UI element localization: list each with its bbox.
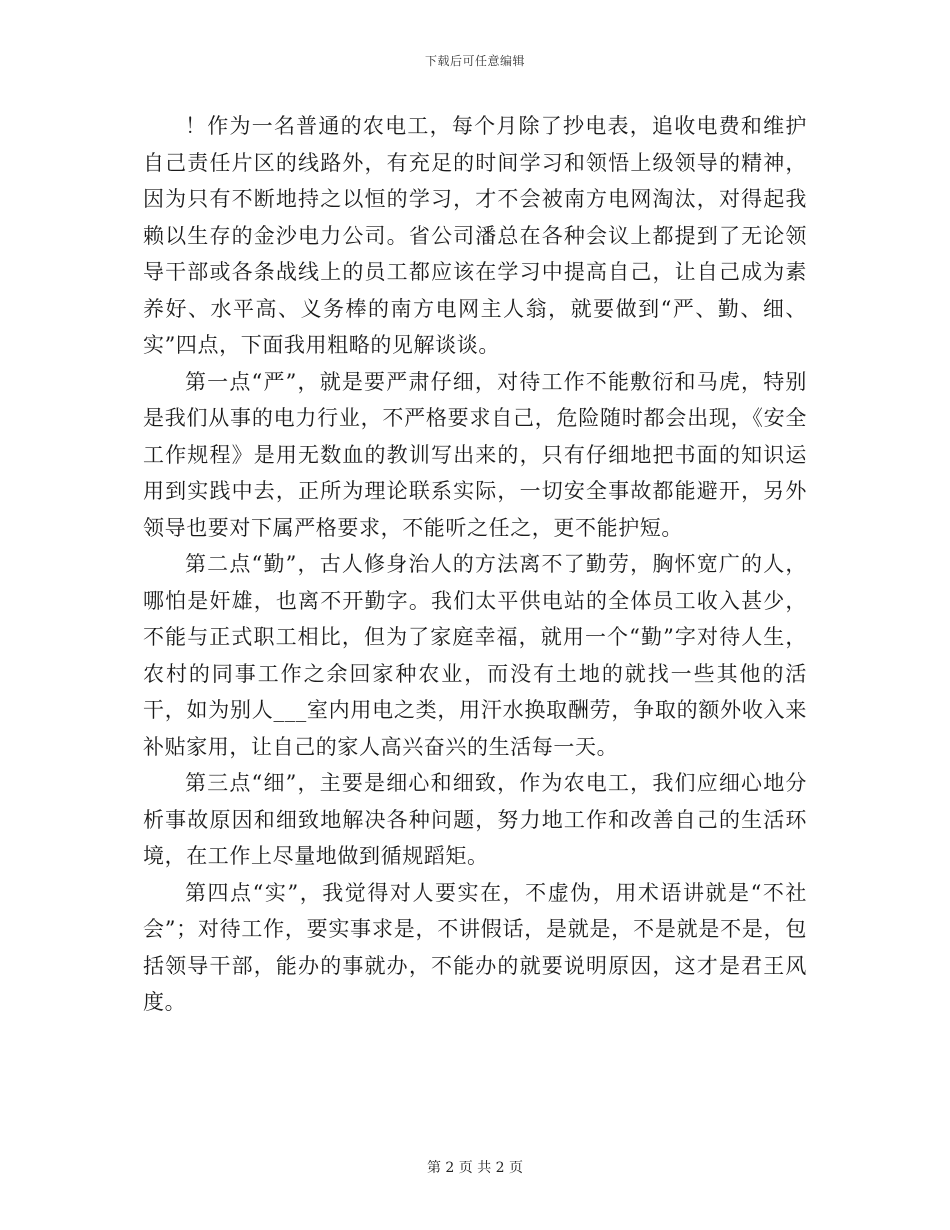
page-number-footer: 第 2 页 共 2 页 xyxy=(426,1160,524,1176)
paragraph-intro: ！作为一名普通的农电工，每个月除了抄电表，追收电费和维护自己责任片区的线路外，有充足的时间学习和领悟上级领导的精神，因为只有不断地持之以恒的学习，才不会被南方电网淘汰，对得起我赖以生存的金沙电力公司。省公司潘总在各种会议上都提到了无论领导干部或各条战线上的员工都应该在学习中提高自己，让自己成为素养好、水平高、义务棒的南方电网主人翁，就要做到“严、勤、细、实”四点，下面我用粗略的见解谈谈。 xyxy=(143,114,807,357)
document-body xyxy=(143,108,807,1021)
paragraph-point-honest: 第四点“实”，我觉得对人要实在，不虚伪，用术语讲就是“不社会”；对待工作，要实事求是，不讲假话，是就是，不是就是不是，包括领导干部，能办的事就办，不能办的就要说明原因，这才是君王风度。 xyxy=(143,880,807,1014)
paragraph-point-careful: 第三点“细”，主要是细心和细致，作为农电工，我们应细心地分析事故原因和细致地解决各种问题，努力地工作和改善自己的生活环境，在工作上尽量地做到循规蹈矩。 xyxy=(143,771,807,868)
paragraph-point-strict: 第一点“严”，就是要严肃仔细，对待工作不能敷衍和马虎，特别是我们从事的电力行业，不严格要求自己，危险随时都会出现，《安全工作规程》是用无数血的教训写出来的，只有仔细地把书面的知识运用到实践中去，正所为理论联系实际，一切安全事故都能避开，另外领导也要对下属严格要求，不能听之任之，更不能护短。 xyxy=(143,369,807,540)
paragraph-point-diligent: 第二点“勤”，古人修身治人的方法离不了勤劳，胸怀宽广的人，哪怕是奸雄，也离不开勤字。我们太平供电站的全体员工收入甚少，不能与正式职工相比，但为了家庭幸福，就用一个“勤”字对待人生，农村的同事工作之余回家种农业，而没有土地的就找一些其他的活干，如为别人___室内用电之类，用汗水换取酬劳，争取的额外收入来补贴家用，让自己的家人高兴奋兴的生活每一天。 xyxy=(143,552,807,759)
page-header: 下载后可任意编辑 xyxy=(424,54,525,68)
